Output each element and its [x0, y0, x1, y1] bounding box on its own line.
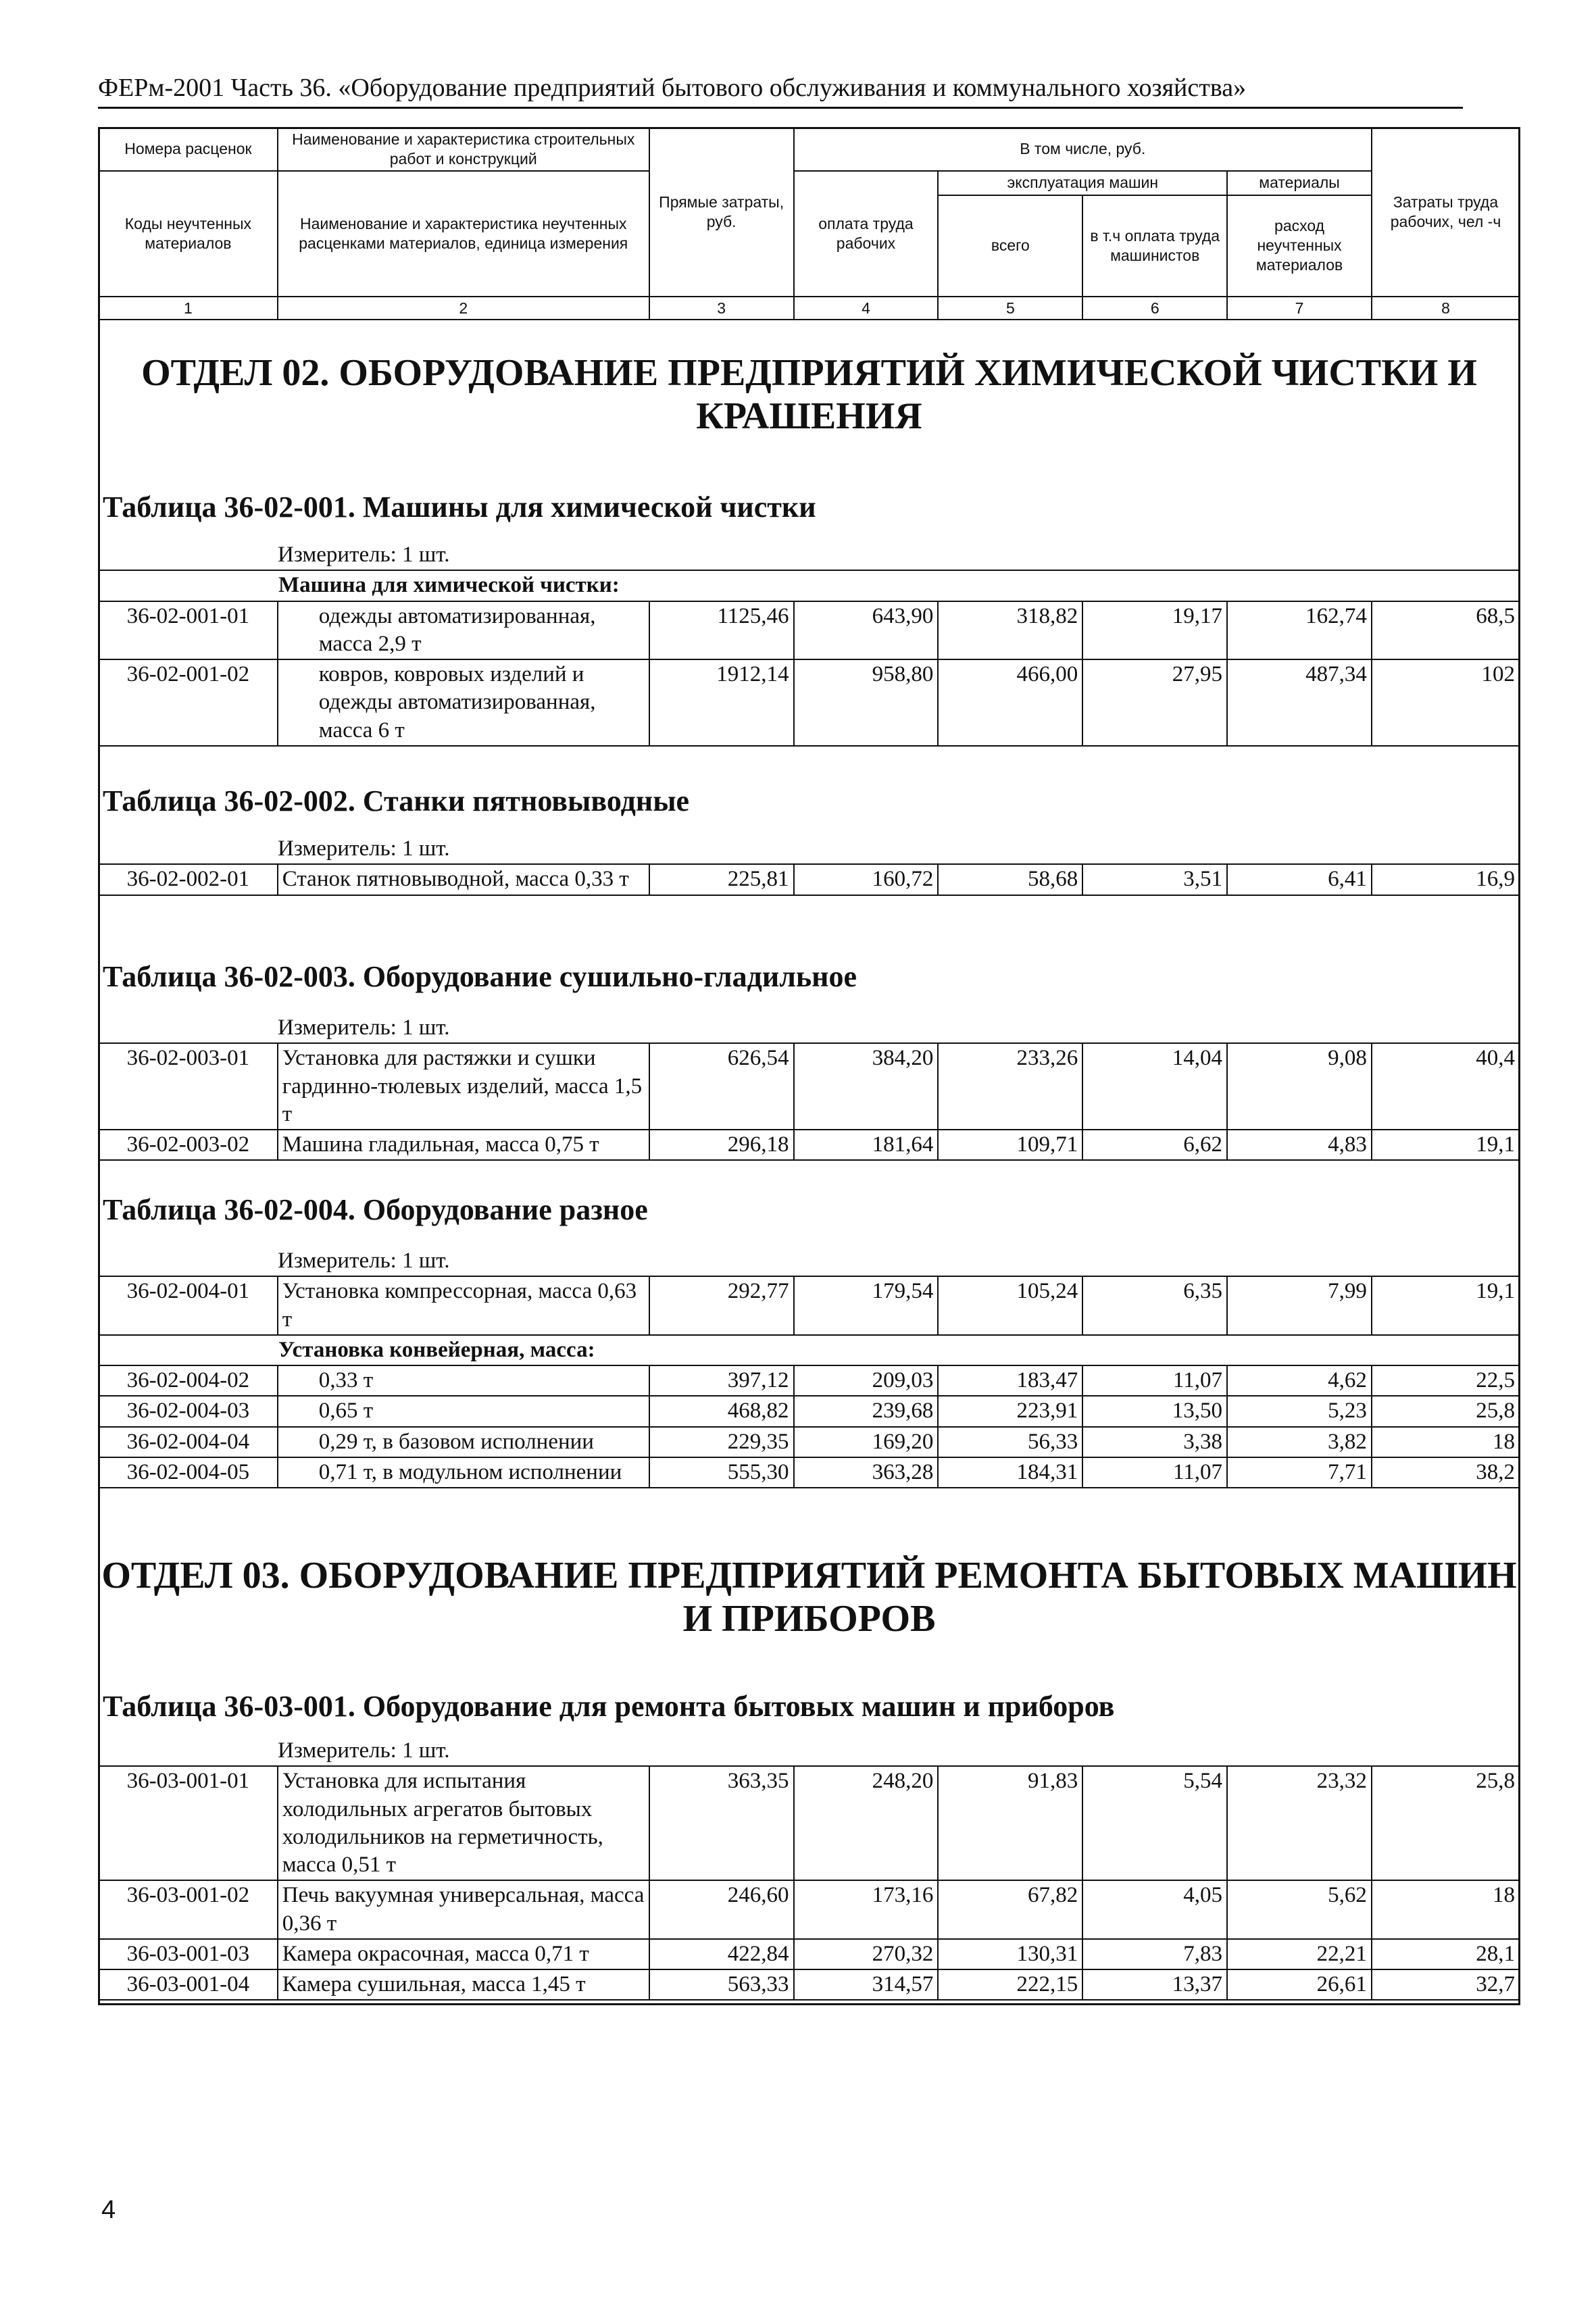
rate-name: Установка для испытания холодильных агрегатов бытовых холодильников на герметичность, масса 0,51 т [278, 1766, 649, 1880]
materials: 4,83 [1227, 1130, 1372, 1160]
rate-name: Установка для растяжки и сушки гардинно-тюлевых изделий, масса 1,5 т [278, 1043, 649, 1130]
direct-cost: 422,84 [649, 1939, 794, 1969]
machinist-pay: 13,37 [1082, 1969, 1227, 2000]
direct-cost: 555,30 [649, 1457, 794, 1488]
rate-name: Печь вакуумная универсальная, масса 0,36 т [278, 1880, 649, 1939]
direct-cost: 397,12 [649, 1365, 794, 1396]
table-row [99, 1043, 1520, 1130]
worker-pay: 248,20 [794, 1766, 939, 1880]
rate-code: 36-03-001-04 [99, 1969, 278, 2000]
col-number: 5 [938, 297, 1082, 320]
measure-label: Измеритель: 1 шт. [99, 1013, 1520, 1043]
header-machines: эксплуатация машин [938, 171, 1227, 195]
rate-code: 36-03-001-01 [99, 1766, 278, 1880]
rate-code: 36-02-004-04 [99, 1427, 278, 1457]
table-36-02-001 [98, 540, 1520, 747]
worker-pay: 270,32 [794, 1939, 939, 1969]
table-row [99, 1457, 1520, 1488]
rate-code: 36-02-004-03 [99, 1396, 278, 1426]
header-direct-cost: Прямые затраты, руб. [649, 128, 794, 297]
machinist-pay: 6,35 [1082, 1276, 1227, 1335]
direct-cost: 292,77 [649, 1276, 794, 1335]
col-number: 4 [794, 297, 939, 320]
machinist-pay: 11,07 [1082, 1365, 1227, 1396]
measure-label: Измеритель: 1 шт. [99, 1736, 1520, 1766]
labor: 18 [1372, 1427, 1520, 1457]
materials: 5,62 [1227, 1880, 1372, 1939]
labor: 38,2 [1372, 1457, 1520, 1488]
materials: 7,99 [1227, 1276, 1372, 1335]
header-labor: Затраты труда рабочих, чел -ч [1372, 128, 1520, 297]
rate-code: 36-02-001-01 [99, 601, 278, 660]
table-36-03-001 [98, 1736, 1520, 2001]
labor: 16,9 [1372, 864, 1520, 895]
column-header-table [98, 127, 1520, 320]
table-36-03-001-title: Таблица 36-03-001. Оборудование для ремонта бытовых машин и приборов [103, 1690, 1115, 1723]
table-row [99, 659, 1520, 746]
machines-total: 67,82 [938, 1880, 1082, 1939]
col-number: 7 [1227, 297, 1372, 320]
labor: 19,1 [1372, 1276, 1520, 1335]
running-header: ФЕРм-2001 Часть 36. «Оборудование предприятий бытового обслуживания и коммунального хозяйства» [98, 73, 1463, 109]
worker-pay: 958,80 [794, 659, 939, 746]
rate-name: 0,29 т, в базовом исполнении [278, 1427, 649, 1457]
header-incl: В том числе, руб. [794, 128, 1372, 171]
rate-name: Установка компрессорная, масса 0,63 т [278, 1276, 649, 1335]
materials: 6,41 [1227, 864, 1372, 895]
col-number: 2 [278, 297, 649, 320]
rate-code: 36-02-002-01 [99, 864, 278, 895]
header-materials: материалы [1227, 171, 1372, 195]
header-machinist-pay: в т.ч оплата труда машинистов [1082, 195, 1227, 297]
worker-pay: 643,90 [794, 601, 939, 660]
labor: 28,1 [1372, 1939, 1520, 1969]
direct-cost: 225,81 [649, 864, 794, 895]
machines-total: 466,00 [938, 659, 1082, 746]
labor: 102 [1372, 659, 1520, 746]
materials: 7,71 [1227, 1457, 1372, 1488]
worker-pay: 209,03 [794, 1365, 939, 1396]
table-row [99, 864, 1520, 895]
labor: 25,8 [1372, 1396, 1520, 1426]
worker-pay: 179,54 [794, 1276, 939, 1335]
labor: 40,4 [1372, 1043, 1520, 1130]
worker-pay: 363,28 [794, 1457, 939, 1488]
machines-total: 318,82 [938, 601, 1082, 660]
rate-name: Камера сушильная, масса 1,45 т [278, 1969, 649, 2000]
rate-name: Камера окрасочная, масса 0,71 т [278, 1939, 649, 1969]
rate-name: Станок пятновыводной, масса 0,33 т [278, 864, 649, 895]
machinist-pay: 5,54 [1082, 1766, 1227, 1880]
measure-label: Измеритель: 1 шт. [99, 834, 1520, 864]
direct-cost: 1125,46 [649, 601, 794, 660]
header-material-use: расход неучтенных материалов [1227, 195, 1372, 297]
worker-pay: 160,72 [794, 864, 939, 895]
table-36-02-003-title: Таблица 36-02-003. Оборудование сушильно-гладильное [103, 960, 857, 993]
table-36-02-002-title: Таблица 36-02-002. Станки пятновыводные [103, 784, 690, 818]
labor: 22,5 [1372, 1365, 1520, 1396]
rate-code: 36-02-003-02 [99, 1130, 278, 1160]
materials: 22,21 [1227, 1939, 1372, 1969]
rate-code: 36-03-001-02 [99, 1880, 278, 1939]
header-machines-total: всего [938, 195, 1082, 297]
labor: 19,1 [1372, 1130, 1520, 1160]
rate-code: 36-03-001-03 [99, 1939, 278, 1969]
table-row [99, 1427, 1520, 1457]
section-03-title: ОТДЕЛ 03. ОБОРУДОВАНИЕ ПРЕДПРИЯТИЙ РЕМОНТА БЫТОВЫХ МАШИН И ПРИБОРОВ [101, 1555, 1517, 1640]
rate-name: 0,71 т, в модульном исполнении [278, 1457, 649, 1488]
machinist-pay: 3,38 [1082, 1427, 1227, 1457]
rate-code: 36-02-004-05 [99, 1457, 278, 1488]
materials: 3,82 [1227, 1427, 1372, 1457]
rate-name: 0,33 т [278, 1365, 649, 1396]
machinist-pay: 19,17 [1082, 601, 1227, 660]
machines-total: 91,83 [938, 1766, 1082, 1880]
machines-total: 56,33 [938, 1427, 1082, 1457]
table-36-02-001-title: Таблица 36-02-001. Машины для химической чистки [103, 491, 816, 524]
materials: 4,62 [1227, 1365, 1372, 1396]
materials: 26,61 [1227, 1969, 1372, 2000]
machines-total: 223,91 [938, 1396, 1082, 1426]
col-number: 3 [649, 297, 794, 320]
measure-label: Измеритель: 1 шт. [99, 1247, 1520, 1276]
table-row [99, 1276, 1520, 1335]
direct-cost: 468,82 [649, 1396, 794, 1426]
table-row [99, 601, 1520, 660]
materials: 23,32 [1227, 1766, 1372, 1880]
labor: 25,8 [1372, 1766, 1520, 1880]
direct-cost: 1912,14 [649, 659, 794, 746]
machinist-pay: 13,50 [1082, 1396, 1227, 1426]
group-label: Машина для химической чистки: [99, 570, 1520, 601]
section-02-title: ОТДЕЛ 02. ОБОРУДОВАНИЕ ПРЕДПРИЯТИЙ ХИМИЧЕСКОЙ ЧИСТКИ И КРАШЕНИЯ [141, 352, 1477, 438]
direct-cost: 626,54 [649, 1043, 794, 1130]
header-worker-pay: оплата труда рабочих [794, 171, 939, 297]
table-36-02-003 [98, 1013, 1520, 1161]
labor: 68,5 [1372, 601, 1520, 660]
header-material-name: Наименование и характеристика неучтенных расценками материалов, единица измерения [278, 171, 649, 297]
worker-pay: 239,68 [794, 1396, 939, 1426]
machinist-pay: 7,83 [1082, 1939, 1227, 1969]
machines-total: 130,31 [938, 1939, 1082, 1969]
machinist-pay: 4,05 [1082, 1880, 1227, 1939]
labor: 18 [1372, 1880, 1520, 1939]
direct-cost: 363,35 [649, 1766, 794, 1880]
machines-total: 233,26 [938, 1043, 1082, 1130]
machines-total: 222,15 [938, 1969, 1082, 2000]
machinist-pay: 11,07 [1082, 1457, 1227, 1488]
table-row [99, 1130, 1520, 1160]
materials: 9,08 [1227, 1043, 1372, 1130]
table-36-02-004-title: Таблица 36-02-004. Оборудование разное [103, 1193, 648, 1226]
machinist-pay: 6,62 [1082, 1130, 1227, 1160]
rate-name: Машина гладильная, масса 0,75 т [278, 1130, 649, 1160]
materials: 5,23 [1227, 1396, 1372, 1426]
machines-total: 183,47 [938, 1365, 1082, 1396]
table-36-02-004 [98, 1247, 1520, 1488]
worker-pay: 173,16 [794, 1880, 939, 1939]
machines-total: 184,31 [938, 1457, 1082, 1488]
header-material-codes: Коды неучтенных материалов [99, 171, 278, 297]
page-number: 4 [101, 2196, 116, 2224]
table-row [99, 1365, 1520, 1396]
rate-name: ковров, ковровых изделий и одежды автоматизированная, масса 6 т [278, 659, 649, 746]
group-label: Установка конвейерная, масса: [99, 1335, 1520, 1365]
direct-cost: 229,35 [649, 1427, 794, 1457]
table-row [99, 1880, 1520, 1939]
table-36-02-002 [98, 834, 1520, 896]
rate-name: одежды автоматизированная, масса 2,9 т [278, 601, 649, 660]
machines-total: 105,24 [938, 1276, 1082, 1335]
machines-total: 58,68 [938, 864, 1082, 895]
materials: 487,34 [1227, 659, 1372, 746]
machinist-pay: 27,95 [1082, 659, 1227, 746]
rate-code: 36-02-003-01 [99, 1043, 278, 1130]
header-codes: Номера расценок [99, 128, 278, 171]
col-number: 8 [1372, 297, 1520, 320]
measure-label: Измеритель: 1 шт. [99, 540, 1520, 570]
worker-pay: 384,20 [794, 1043, 939, 1130]
header-name: Наименование и характеристика строительных работ и конструкций [278, 128, 649, 171]
worker-pay: 169,20 [794, 1427, 939, 1457]
rate-code: 36-02-001-02 [99, 659, 278, 746]
table-row [99, 1939, 1520, 1969]
machines-total: 109,71 [938, 1130, 1082, 1160]
worker-pay: 314,57 [794, 1969, 939, 2000]
direct-cost: 563,33 [649, 1969, 794, 2000]
worker-pay: 181,64 [794, 1130, 939, 1160]
col-number: 6 [1082, 297, 1227, 320]
table-row [99, 1396, 1520, 1426]
table-row [99, 1766, 1520, 1880]
labor: 32,7 [1372, 1969, 1520, 2000]
direct-cost: 296,18 [649, 1130, 794, 1160]
rate-code: 36-02-004-01 [99, 1276, 278, 1335]
rate-code: 36-02-004-02 [99, 1365, 278, 1396]
materials: 162,74 [1227, 601, 1372, 660]
machinist-pay: 3,51 [1082, 864, 1227, 895]
direct-cost: 246,60 [649, 1880, 794, 1939]
col-number: 1 [99, 297, 278, 320]
table-row [99, 1969, 1520, 2000]
machinist-pay: 14,04 [1082, 1043, 1227, 1130]
rate-name: 0,65 т [278, 1396, 649, 1426]
